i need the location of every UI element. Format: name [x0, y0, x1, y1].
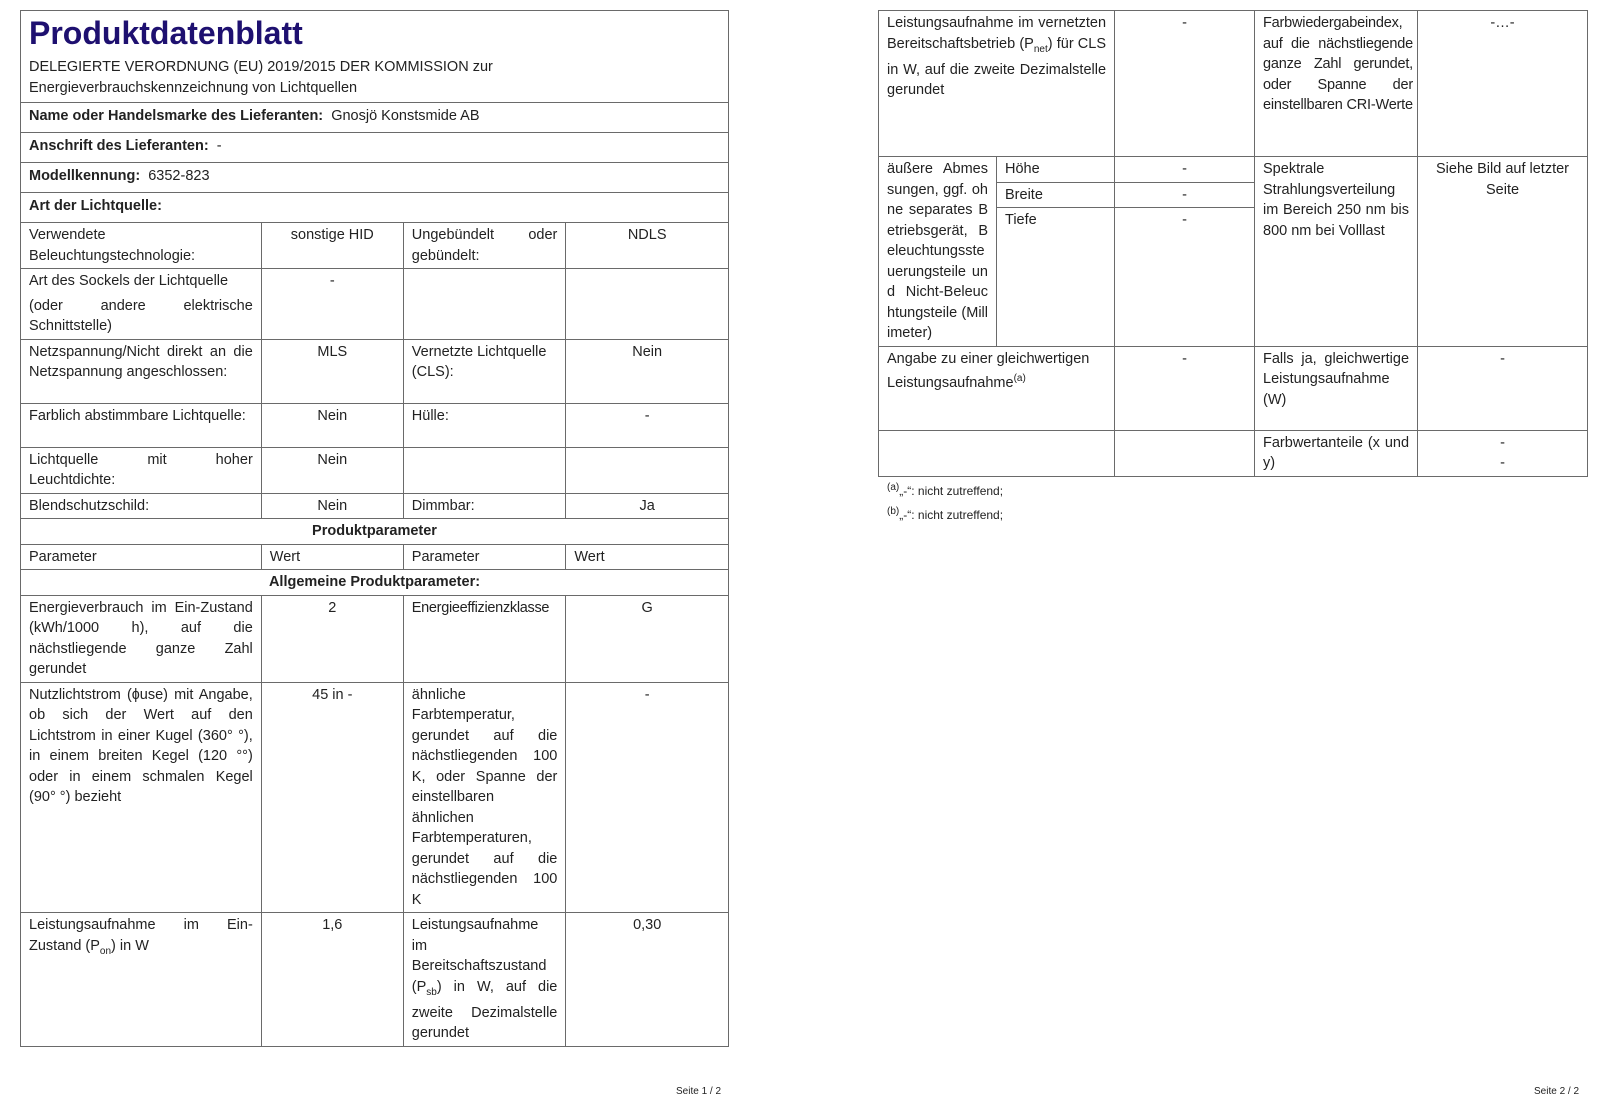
highlum-value: Nein [261, 447, 403, 493]
energy-class-value: G [566, 595, 729, 682]
params-heading: Produktparameter [21, 519, 729, 545]
col-header-param: Parameter [21, 544, 262, 570]
socket-label-line-2: (oder andere elektrische Schnittstelle) [29, 297, 253, 334]
light-source-type-label: Art der Lichtquelle: [29, 198, 162, 214]
cri-value: -…- [1418, 11, 1588, 157]
supplier-row [21, 103, 729, 133]
chroma-y-value: - [1500, 455, 1505, 471]
psb-value: 0,30 [566, 913, 729, 1047]
cls-label: Vernetzte Lichtquelle (CLS): [403, 339, 566, 403]
col-header-value-2: Wert [566, 544, 729, 570]
energy-class-label: Energieeffizienzklasse [403, 595, 566, 682]
footnote-b: $^{(b)}$„-“: nicht zutreffend; [887, 506, 1004, 522]
table-row [21, 269, 729, 340]
pnet-label: Leistungsaufnahme im vernetzten Bereitschaftsbetrieb $(P_{net})$ für CLS in W, auf die zweite Dezimalstelle gerundet [879, 11, 1115, 157]
table-row [21, 403, 729, 447]
cct-label: ähnliche Farbtemperatur, gerundet auf die nächstliegenden 100 K, oder Spanne der einstellbaren ähnlichen Farbtemperaturen, gerundet auf die nächstliegenden 100 K [403, 682, 566, 913]
supplier-label: Name oder Handelsmarke des Lieferanten: [29, 108, 324, 124]
ifyes-label: Falls ja, gleichwertige Leistungsaufnahme (W) [1255, 346, 1418, 430]
address-label: Anschrift des Lieferanten: [29, 138, 209, 154]
focus-label: Ungebündelt oder gebündelt: [403, 223, 566, 269]
dims-label: äußere Abmessungen, ggf. ohne separates Betriebsgerät, Beleuchtungssteuerungsteile und Nicht-Beleuchtungsteile (Millimeter) [879, 157, 997, 347]
width-value: - [1115, 182, 1255, 208]
page-number-2: Seite 2 / 2 [1534, 1086, 1580, 1097]
chroma-label: Farbwertanteile (x und y) [1255, 430, 1418, 476]
light-source-type-row [21, 193, 729, 223]
glare-label: Blendschutzschild: [21, 493, 262, 519]
table-row [21, 447, 729, 493]
table-row [21, 493, 729, 519]
pnet-value: - [1115, 11, 1255, 157]
dim-value: Ja [566, 493, 729, 519]
table-row [21, 339, 729, 403]
cct-value: - [566, 682, 729, 913]
flux-value: 45 in - [261, 682, 403, 913]
envelope-value: - [566, 403, 729, 447]
width-label: Breite [997, 182, 1115, 208]
spectrum-value: Siehe Bild auf letzter Seite [1418, 157, 1588, 347]
energy-value: 2 [261, 595, 403, 682]
table-row [879, 430, 1588, 476]
chroma-value [1418, 430, 1588, 476]
ifyes-value: - [1418, 346, 1588, 430]
equiv-label: Angabe zu einer gleichwertigen Leistungsaufnahme$^{(a)}$ [879, 346, 1115, 430]
model-label: Modellkennung: [29, 168, 141, 184]
tech-label: Verwendete Beleuchtungstechnologie: [21, 223, 262, 269]
equiv-value: - [1115, 346, 1255, 430]
table-row [879, 157, 1588, 183]
height-value: - [1115, 157, 1255, 183]
address-row [21, 133, 729, 163]
address-value: - [216, 138, 222, 154]
envelope-label: Hülle: [403, 403, 566, 447]
table-row [21, 223, 729, 269]
regulation-line-2: Energieverbrauchskennzeichnung von Lichtquellen [29, 79, 358, 96]
supplier-value: Gnosjö Konstsmide AB [331, 108, 480, 124]
table-row [879, 11, 1588, 157]
depth-label: Tiefe [997, 208, 1115, 346]
dim-label: Dimmbar: [403, 493, 566, 519]
socket-label-line-1: Art des Sockels der Lichtquelle [29, 273, 229, 289]
depth-value: - [1115, 208, 1255, 346]
energy-label: Energieverbrauch im Ein-Zustand (kWh/1000 h), auf die nächstliegende ganze Zahl gerundet [21, 595, 262, 682]
table-row [21, 913, 729, 1047]
cri-label: Farbwiedergabeindex, auf die nächstliegende ganze Zahl gerundet, oder Spanne der einstellbaren CRI-Werte [1255, 11, 1418, 157]
spectrum-label: Spektrale Strahlungsverteilung im Bereich 250 nm bis 800 nm bei Volllast [1255, 157, 1418, 347]
column-header-row [21, 544, 729, 570]
model-row [21, 163, 729, 193]
col-header-param-2: Parameter [403, 544, 566, 570]
table-row [21, 595, 729, 682]
tunable-label: Farblich abstimmbare Lichtquelle: [21, 403, 262, 447]
regulation-line-1: DELEGIERTE VERORDNUNG (EU) 2019/2015 DER KOMMISSION zur [29, 59, 493, 75]
product-sheet-page-1 [20, 10, 729, 1047]
highlum-label: Lichtquelle mit hoher Leuchtdichte: [21, 447, 262, 493]
col-header-value: Wert [261, 544, 403, 570]
page-title: Produktdatenblatt [29, 15, 303, 51]
socket-label [21, 269, 262, 340]
tunable-value: Nein [261, 403, 403, 447]
mains-label: Netzspannung/Nicht direkt an die Netzspannung angeschlossen: [21, 339, 262, 403]
chroma-x-value: - [1500, 434, 1505, 451]
table-row [879, 346, 1588, 430]
table-row [21, 682, 729, 913]
product-sheet-page-2 [878, 10, 1588, 477]
focus-value: NDLS [566, 223, 729, 269]
model-value: 6352-823 [148, 168, 210, 184]
flux-label: Nutzlichtstrom (ɸuse) mit Angabe, ob sich der Wert auf den Lichtstrom in einer Kugel (360° °), in einem breiten Kegel (120 °°) oder in einem schmalen Kegel (90° °) bezieht [21, 682, 262, 913]
psb-label: Leistungsaufnahme im Bereitschaftszustand $(P_{sb})$ in W, auf die zweite Dezimalstelle gerundet [403, 913, 566, 1047]
tech-value: sonstige HID [261, 223, 403, 269]
footnote-a: $^{(a)}$„-“: nicht zutreffend; [887, 482, 1004, 498]
cls-value: Nein [566, 339, 729, 403]
general-params-heading: Allgemeine Produktparameter: [21, 570, 729, 596]
pon-value: 1,6 [261, 913, 403, 1047]
page-number-1: Seite 1 / 2 [676, 1086, 722, 1097]
socket-value: - [261, 269, 403, 340]
header-row [21, 11, 729, 103]
glare-value: Nein [261, 493, 403, 519]
mains-value: MLS [261, 339, 403, 403]
height-label: Höhe [997, 157, 1115, 183]
pon-label: Leistungsaufnahme im Ein-Zustand $(P_{on})$ in W [21, 913, 262, 1047]
